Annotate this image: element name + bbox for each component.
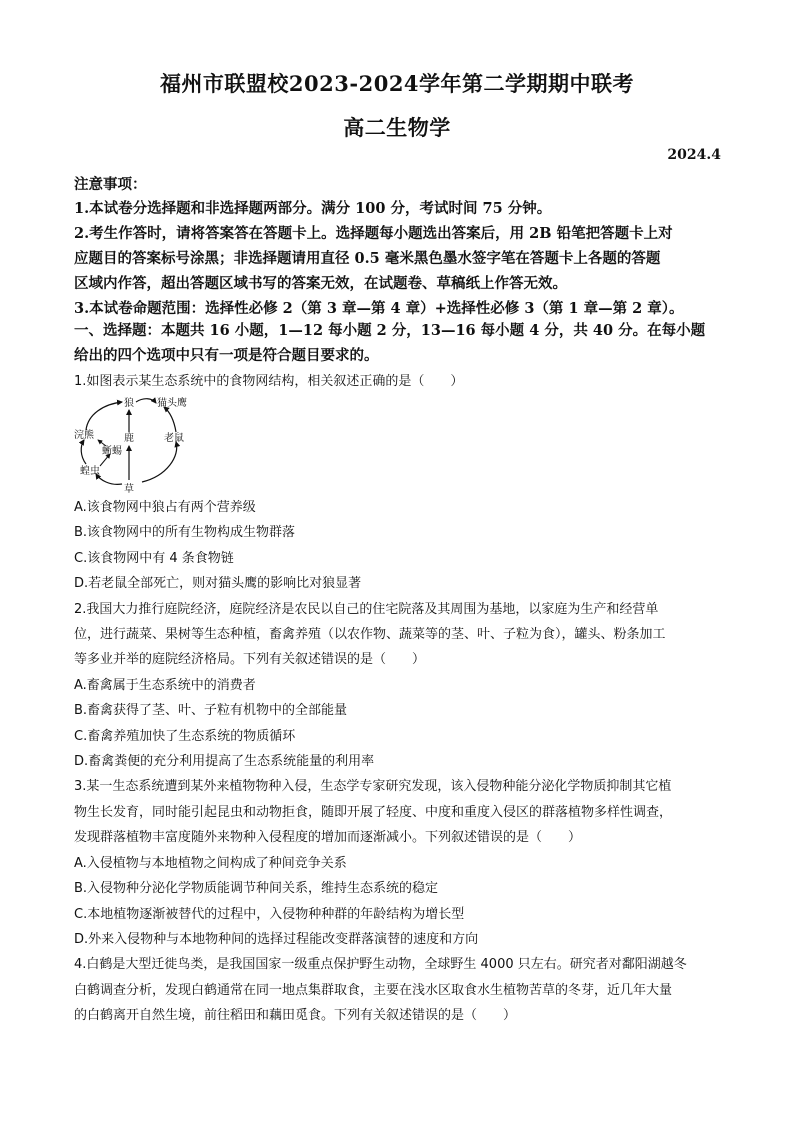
question-stem: 1.如图表示某生态系统中的食物网结构，相关叙述正确的是（ ） (74, 374, 464, 389)
arrow-raccoon-to-wolf (86, 402, 122, 430)
option-line: C.本地植物逐渐被替代的过程中，入侵物种种群的年龄结构为增长型 (74, 906, 465, 922)
exam-subject: 高二生物学 (343, 115, 451, 140)
option-line: C.该食物网中有 4 条食物链 (74, 550, 234, 566)
node-deer: 鹿 (124, 433, 134, 444)
arrow-wolf-arc (136, 399, 156, 403)
question-stem: 的白鹤离开自然生境，前往稻田和藕田觅食。下列有关叙述错误的是（ ） (74, 1008, 517, 1024)
node-owl: 猫头鹰 (157, 398, 187, 409)
option-line: D.畜禽粪便的充分利用提高了生态系统能量的利用率 (74, 754, 375, 770)
arrow-locust-to-raccoon (81, 440, 86, 464)
section-line: 一、选择题：本题共 16 小题，1—12 每小题 2 分，13—16 每小题 4 分，共 40 分。在每小题 (74, 322, 706, 339)
option-line: B.该食物网中的所有生物构成生物群落 (74, 525, 296, 541)
option-line: B.入侵物种分泌化学物质能调节种间关系，维持生态系统的稳定 (74, 881, 439, 897)
question-stem: 发现群落植物丰富度随外来物种入侵程度的增加而逐渐减小。下列叙述错误的是（ ） (74, 830, 582, 846)
notes-heading: 注意事项： (74, 176, 147, 193)
question-stem: 2.我国大力推行庭院经济，庭院经济是农民以自己的住宅院落及其周围为基地，以家庭为生产和经营单 (74, 601, 659, 617)
option-line: D.外来入侵物种与本地物种间的选择过程能改变群落演替的速度和方向 (74, 931, 479, 947)
question-stem: 3.某一生态系统遭到某外来植物物种入侵，生态学专家研究发现，该入侵物种能分泌化学物质抑制其它植 (74, 779, 672, 795)
question-stem: 4.白鹤是大型迁徙鸟类，是我国国家一级重点保护野生动物，全球野生 4000 只左右。研究者对鄱阳湖越冬 (74, 957, 687, 973)
note-line: 3.本试卷命题范围：选择性必修 2（第 3 章—第 4 章）+选择性必修 3（第 1 章—第 2 章）。 (74, 300, 684, 317)
arrow-grass-to-mouse (142, 442, 177, 482)
option-line: A.该食物网中狼占有两个营养级 (74, 500, 256, 515)
section-line: 给出的四个选项中只有一项是符合题目要求的。 (74, 347, 379, 364)
exam-date: 2024.4 (667, 147, 721, 163)
node-raccoon: 浣熊 (74, 430, 94, 441)
note-line: 应题目的答案标号涂黑；非选择题请用直径 0.5 毫米黑色墨水签字笔在答题卡上各题的答题 (74, 250, 661, 267)
question-stem: 等多业并举的庭院经济格局。下列有关叙述错误的是（ ） (74, 652, 426, 668)
node-mouse: 老鼠 (164, 433, 184, 444)
node-grass: 草 (124, 484, 134, 494)
note-line: 区域内作答，超出答题区域书写的答案无效，在试题卷、草稿纸上作答无效。 (74, 275, 567, 292)
option-line: A.畜禽属于生态系统中的消费者 (74, 677, 256, 693)
option-line: C.畜禽养殖加快了生态系统的物质循环 (74, 728, 296, 744)
arrow-mouse-to-owl (164, 407, 176, 432)
note-line: 2.考生作答时，请将答案答在答题卡上。选择题每小题选出答案后，用 2B 铅笔把答题卡上对 (74, 225, 673, 242)
question-stem: 物生长发育，同时能引起昆虫和动物拒食，随即开展了轻度、中度和重度入侵区的群落植物多样性调查， (74, 804, 673, 820)
question-1-stem (74, 369, 724, 394)
note-line: 1.本试卷分选择题和非选择题两部分。满分 100 分，考试时间 75 分钟。 (74, 200, 552, 217)
notes-list (74, 196, 724, 321)
question-stem: 位，进行蔬菜、果树等生态种植，畜禽养殖（以农作物、蔬菜等的茎、叶、子粒为食），罐头、粉条加工 (74, 627, 666, 643)
exam-title: 福州市联盟校2023-2024学年第二学期期中联考 (159, 71, 635, 96)
node-locust: 蝗虫 (80, 466, 100, 477)
notes-heading-block (74, 172, 724, 197)
question-stem: 白鹤调查分析，发现白鹤通常在同一地点集群取食，主要在浅水区取食水生植物苦草的冬芽，近几年大量 (74, 982, 673, 998)
option-line: D.若老鼠全部死亡，则对猫头鹰的影响比对狼显著 (74, 576, 362, 592)
food-web-diagram (72, 394, 192, 494)
option-line: B.畜禽获得了茎、叶、子粒有机物中的全部能量 (74, 703, 348, 719)
section-instructions (74, 318, 724, 368)
node-lizard: 蜥蜴 (102, 446, 122, 457)
questions-body (74, 495, 724, 1029)
option-line: A.入侵植物与本地植物之间构成了种间竞争关系 (74, 855, 347, 871)
node-wolf: 狼 (124, 398, 134, 409)
